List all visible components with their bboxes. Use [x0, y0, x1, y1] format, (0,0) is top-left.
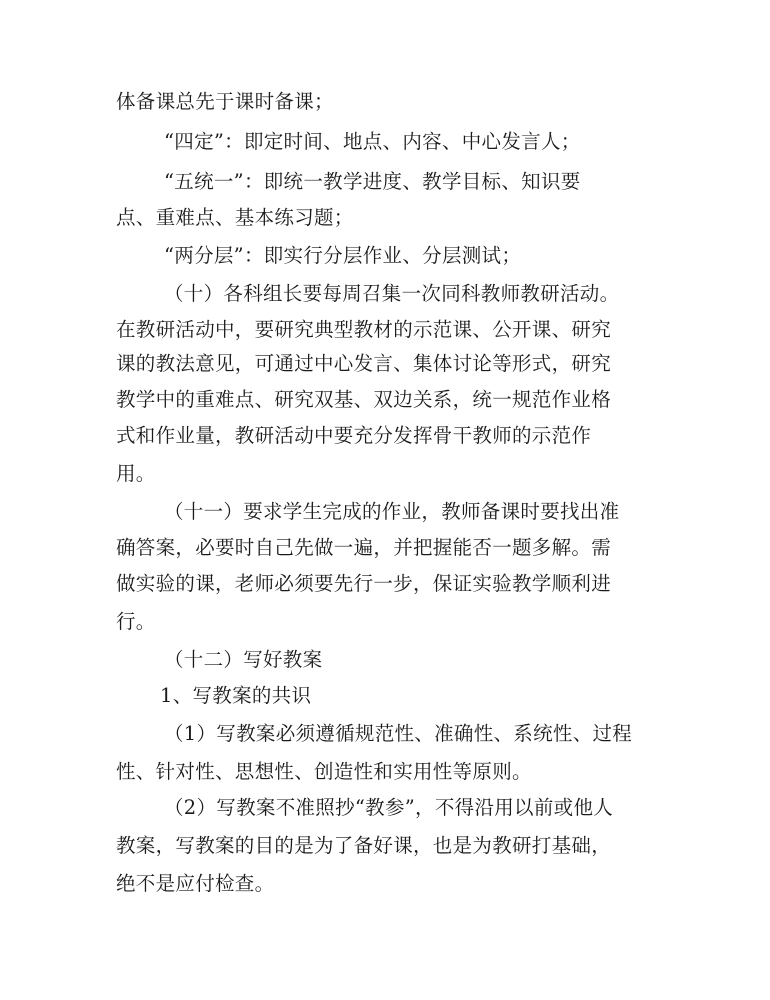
- text-line: “五统一”：即统一教学进度、教学目标、知识要: [164, 170, 581, 193]
- text-line: 课的教法意见，可通过中心发言、集体讨论等形式，研究: [116, 352, 612, 375]
- text-line: 绝不是应付检查。: [116, 872, 275, 895]
- text-line: 教学中的重难点、研究双基、双边关系，统一规范作业格: [116, 388, 612, 411]
- text-line: 点、重难点、基本练习题；: [116, 206, 354, 229]
- text-line: 确答案，必要时自己先做一遍，并把握能否一题多解。需: [116, 536, 612, 559]
- text-line: 体备课总先于课时备课；: [116, 90, 334, 113]
- text-line: 做实验的课，老师必须要先行一步，保证实验教学顺利进: [116, 572, 612, 595]
- subsection-heading: 1、写教案的共识: [160, 684, 312, 707]
- text-line: （十）各科组长要每周召集一次同科教师教研活动。: [164, 282, 620, 305]
- text-line: 式和作业量，教研活动中要充分发挥骨干教师的示范作: [116, 424, 592, 447]
- text-line: 行。: [116, 610, 156, 633]
- text-line: 用。: [116, 462, 156, 485]
- text-line: 教案，写教案的目的是为了备好课，也是为教研打基础，: [116, 834, 612, 857]
- text-line: （十一）要求学生完成的作业，教师备课时要找出准: [164, 500, 620, 523]
- text-line: 性、针对性、思想性、创造性和实用性等原则。: [116, 760, 532, 783]
- text-line: （2）写教案不准照抄“教参”，不得沿用以前或他人: [164, 796, 614, 819]
- section-heading: （十二）写好教案: [164, 648, 323, 671]
- text-line: （1）写教案必须遵循规范性、准确性、系统性、过程: [164, 722, 633, 745]
- text-line: 在教研活动中，要研究典型教材的示范课、公开课、研究: [116, 318, 612, 341]
- text-line: “两分层”：即实行分层作业、分层测试；: [164, 244, 522, 267]
- text-line: “四定”：即定时间、地点、内容、中心发言人；: [164, 130, 581, 153]
